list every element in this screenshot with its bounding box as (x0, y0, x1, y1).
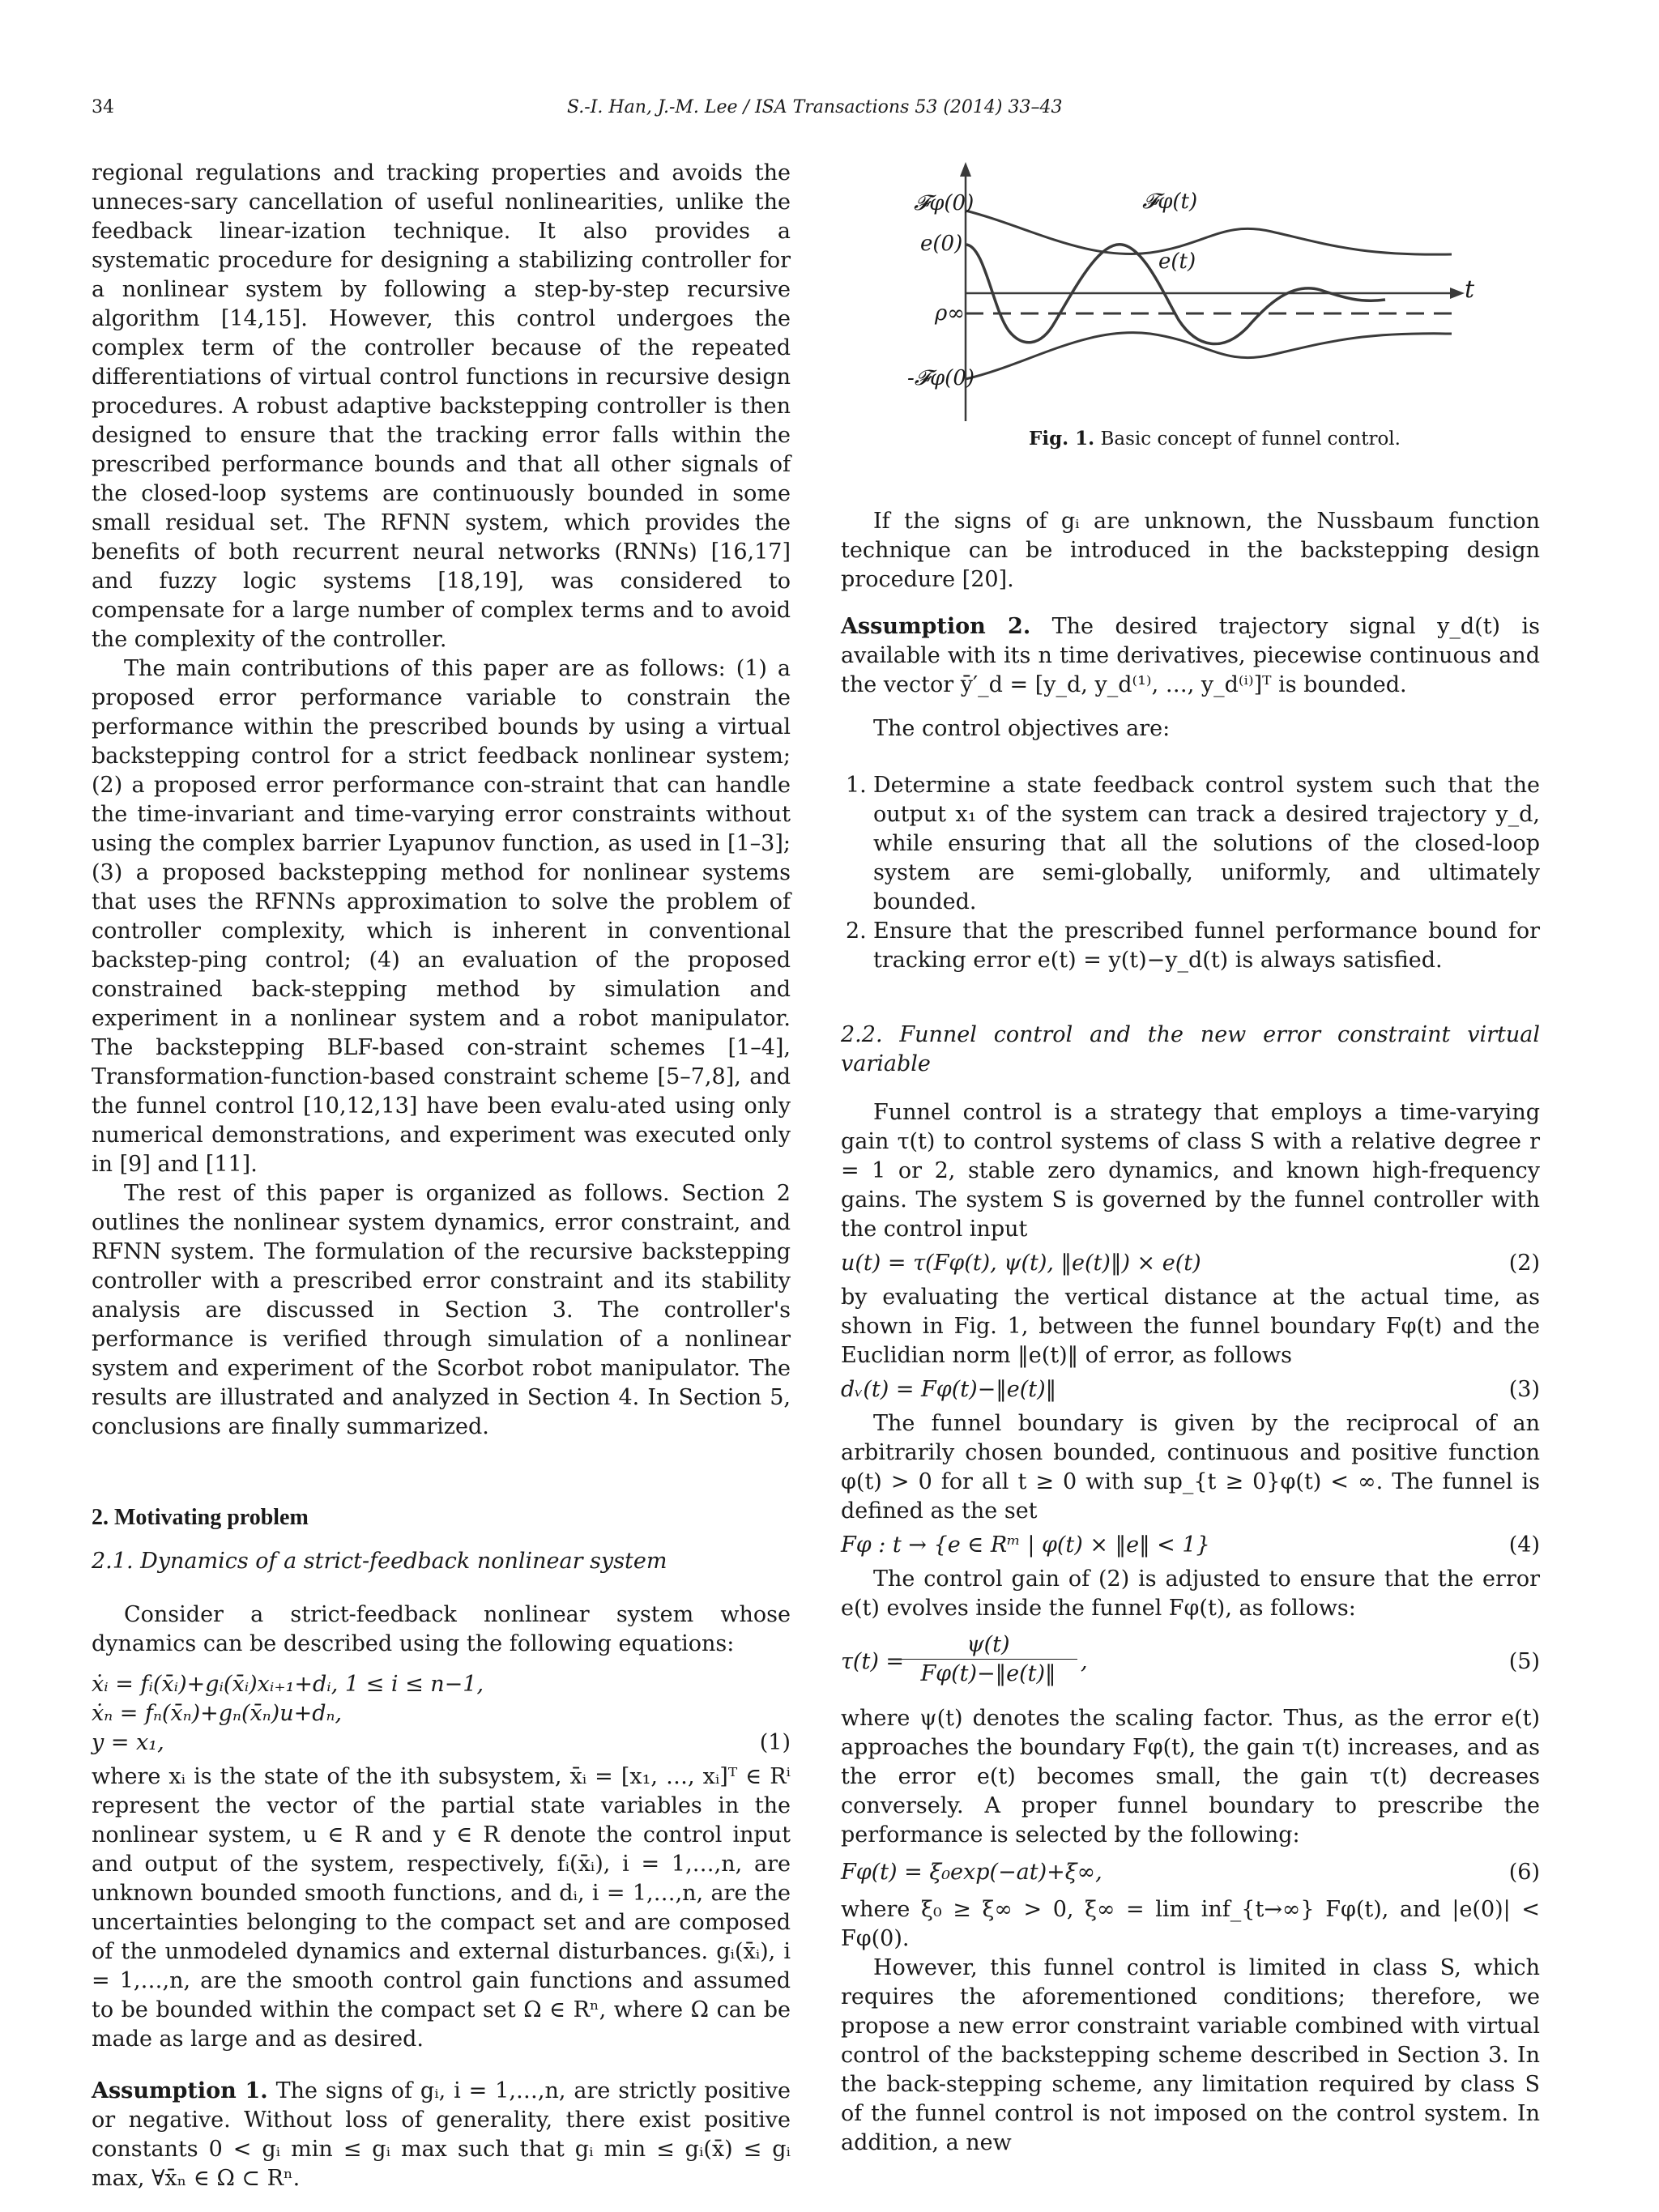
right-paragraph-5: The funnel boundary is given by the reciprocal of an arbitrarily chosen bounded, continuous and positive function φ(t) > 0 for all t ≥ 0 with sup_{t ≥ 0}φ(t) < ∞. The funnel is defined as the set (841, 1411, 1540, 1524)
equation-5-comma: , (1081, 1649, 1088, 1674)
section-2-2-title: 2.2. Funnel control and the new error constraint virtual variable (841, 1022, 1540, 1076)
left-paragraph-2: The main contributions of this paper are as follows: (1) a proposed error performance variable to constrain the performance within the prescribed bounds by using a virtual backstepping control for a strict feedback nonlinear system; (2) a proposed error performance con-straint that can handle the time-invariant and time-varying error constraints without using the complex barrier Lyapunov function, as used in [1–3]; (3) a proposed backstepping method for nonlinear systems that uses the RFNNs approximation to solve the problem of controller complexity, which is inherent in conventional backstep-ping control; (4) an evaluation of the proposed constrained back-stepping method by simulation and experiment in a nonlinear system and a robot manipulator. The backstepping BLF-based con-straint schemes [1–4], Transformation-function-based constraint scheme [5–7,8], and the funnel control [10,12,13] have been evalu-ated using only numerical demonstrations, and experiment was executed only in [9] and [11]. (92, 656, 791, 1177)
equation-6-number: (6) (1508, 1860, 1540, 1885)
left-column (92, 159, 791, 2193)
section-2-title: 2. Motivating problem (92, 1505, 309, 1530)
assumption-1-label: Assumption 1. (92, 2078, 268, 2103)
equation-1-line-3: y = x₁, (92, 1730, 164, 1755)
equation-5-denominator: Fφ(t)−‖e(t)‖ (920, 1661, 1056, 1686)
equation-6-body: Fφ(t) = ξ₀exp(−at)+ξ∞, (841, 1860, 1102, 1885)
left-paragraph-5: where xᵢ is the state of the ith subsystem, x̄ᵢ = [x₁, …, xᵢ]ᵀ ∈ Rⁱ represent the vector of the partial state variables in the nonlinear system, u ∈ R and y ∈ R denote the control input and output of the system, respectively, fᵢ(x̄ᵢ), i = 1,…,n, are unknown bounded smooth functions, and dᵢ, i = 1,…,n, are the uncertainties belonging to the compact set and are composed of the unmodeled dynamics and external disturbances. gᵢ(x̄ᵢ), i = 1,…,n, are the smooth control gain functions and assumed to be bounded within the compact set Ω ∈ Rⁿ, where Ω can be made as large and as desired. (92, 1764, 791, 2052)
right-paragraph-2: The control objectives are: (873, 716, 1171, 741)
objective-1: 1. Determine a state feedback control system such that the output x₁ of the system can track a desired trajectory y_d, while ensuring that all the solutions of the closed-loop system are semi-globally, uniformly, and ultimately bounded. (846, 773, 1540, 914)
equation-1-line-2: ẋₙ = fₙ(x̄ₙ)+gₙ(x̄ₙ)u+dₙ, (92, 1701, 343, 1726)
objective-2: 2. Ensure that the prescribed funnel performance bound for tracking error e(t) = y(t)−y_d(t) is always satisfied. (846, 918, 1540, 973)
equation-4 (841, 1531, 1540, 1560)
equation-6 (841, 1858, 1540, 1887)
figure-1-caption-label: Fig. 1. (1029, 428, 1095, 450)
assumption-2-label: Assumption 2. (841, 614, 1031, 639)
objective-1-text: Determine a state feedback control system such that the output x₁ of the system can track a desired trajectory y_d, while ensuring that all the solutions of the closed-loop system are semi-globally, uniformly, and ultimately bounded. (873, 773, 1540, 914)
right-paragraph-6: The control gain of (2) is adjusted to ensure that the error e(t) evolves inside the funnel Fφ(t), as follows: (841, 1566, 1540, 1621)
objectives-list (841, 771, 1540, 975)
equation-5-numerator: ψ(t) (899, 1631, 1077, 1660)
left-paragraph-1: regional regulations and tracking properties and avoids the unneces-sary cancellation of useful nonlinearities, unlike the feedback linear-ization technique. It also provides a systematic procedure for designing a stabilizing controller for a nonlinear system by following a step-by-step recursive algorithm [14,15]. However, this control undergoes the complex term of the controller because of the repeated differentiations of virtual control functions in recursive design procedures. A robust adaptive backstepping controller is then designed to ensure that the tracking error falls within the prescribed performance bounds and that all other signals of the closed-loop systems are continuously bounded in some small residual set. The RFNN system, which provides the benefits of both recurrent neural networks (RNNs) [16,17] and fuzzy logic systems [18,19], was considered to compensate for a large number of complex terms and to avoid the complexity of the controller. (92, 160, 791, 652)
figure-1-caption (1029, 428, 1401, 450)
label-rho-inf: ρ∞ (935, 301, 965, 326)
left-paragraph-3: The rest of this paper is organized as follows. Section 2 outlines the nonlinear system dynamics, error constraint, and RFNN system. The formulation of the recursive backstepping controller with a prescribed error constraint and its stability analysis are discussed in Section 3. The controller's performance is verified through simulation of a nonlinear system and experiment of the Scorbot robot manipulator. The results are illustrated and analyzed in Section 4. In Section 5, conclusions are finally summarized. (92, 1181, 791, 1439)
equation-2 (841, 1249, 1540, 1278)
assumption-1 (92, 2077, 791, 2193)
label-e-t: e(t) (1158, 249, 1196, 274)
right-paragraph-7: where ψ(t) denotes the scaling factor. Thus, as the error e(t) approaches the boundary Fφ(t), the gain τ(t) increases, and as the error e(t) becomes small, the gain τ(t) decreases conversely. A proper funnel boundary to prescribe the performance is selected by the following: (841, 1706, 1540, 1848)
equation-3 (841, 1375, 1540, 1404)
left-paragraph-4: Consider a strict-feedback nonlinear system whose dynamics can be described using the following equations: (92, 1602, 791, 1656)
equation-2-body: u(t) = τ(Fφ(t), ψ(t), ‖e(t)‖) × e(t) (841, 1251, 1201, 1276)
objective-2-text: Ensure that the prescribed funnel performance bound for tracking error e(t) = y(t)−y_d(t) is always satisfied. (873, 918, 1540, 973)
page-number: 34 (92, 97, 114, 117)
y-axis-arrow (960, 162, 971, 177)
label-e-0: e(0) (920, 232, 963, 256)
x-axis-arrow (1450, 288, 1465, 299)
equation-1-number: (1) (759, 1730, 791, 1755)
figure-1 (842, 154, 1555, 462)
section-2-1-title: 2.1. Dynamics of a strict-feedback nonlinear system (92, 1549, 667, 1574)
equation-5 (841, 1631, 1540, 1696)
assumption-2-text: The desired trajectory signal y_d(t) is available with its n time derivatives, piecewise continuous and the vector ȳ′_d = [y_d, y_d⁽¹⁾, …, y_d⁽ⁱ⁾]ᵀ is bounded. (841, 614, 1540, 697)
label-Fphi-t: 𝓕φ(t) (1142, 190, 1198, 214)
equation-1 (92, 1670, 791, 1758)
equation-2-number: (2) (1508, 1251, 1540, 1276)
equation-1-line-1: ẋᵢ = fᵢ(x̄ᵢ)+gᵢ(x̄ᵢ)xᵢ₊₁+dᵢ, 1 ≤ i ≤ n−1, (92, 1672, 484, 1697)
right-paragraph-3: Funnel control is a strategy that employs a time-varying gain τ(t) to control systems of class S with a relative degree r = 1 or 2, stable zero dynamics, and known high-frequency gains. The system S is governed by the funnel controller with the control input (841, 1100, 1540, 1242)
figure-1-caption-text: Basic concept of funnel control. (1094, 428, 1401, 450)
equation-3-body: dᵥ(t) = Fφ(t)−‖e(t)‖ (841, 1377, 1057, 1402)
assumption-2 (841, 612, 1540, 700)
label-neg-Fphi-0: -𝓕φ(0) (907, 366, 975, 390)
equation-5-lhs: τ(t) = (841, 1649, 905, 1674)
equation-4-number: (4) (1508, 1532, 1540, 1558)
label-t: t (1465, 275, 1475, 304)
right-paragraph-9: However, this funnel control is limited in class S, which requires the aforementioned conditions; therefore, we propose a new error constraint variable combined with virtual control of the backstepping scheme described in Section 3. In the back-stepping scheme, any limitation required by class S of the funnel control is not imposed on the control system. In addition, a new (841, 1955, 1540, 2155)
assumption-1-text: The signs of gᵢ, i = 1,…,n, are strictly positive or negative. Without loss of generality, there exist positive constants 0 < gᵢ min ≤ gᵢ max such that gᵢ min ≤ gᵢ(x̄) ≤ gᵢ max, ∀x̄ₙ ∈ Ω ⊂ Rⁿ. (92, 2078, 791, 2191)
right-paragraph-4: by evaluating the vertical distance at the actual time, as shown in Fig. 1, between the funnel boundary Fφ(t) and the Euclidian norm ‖e(t)‖ of error, as follows (841, 1285, 1540, 1368)
label-Fphi-0: 𝓕φ(0) (914, 191, 975, 215)
right-column (841, 507, 1540, 2158)
equation-3-number: (3) (1508, 1377, 1540, 1402)
running-title: S.-I. Han, J.-M. Lee / ISA Transactions 53 (2014) 33–43 (567, 97, 1063, 117)
right-paragraph-8: where ξ₀ ≥ ξ∞ > 0, ξ∞ = lim inf_{t→∞} Fφ(t), and |e(0)| < Fφ(0). (841, 1897, 1540, 1951)
right-paragraph-1: If the signs of gᵢ are unknown, the Nussbaum function technique can be introduced in the backstepping design procedure [20]. (841, 509, 1540, 592)
equation-5-number: (5) (1508, 1649, 1540, 1674)
equation-4-body: Fφ : t → {e ∈ Rᵐ | φ(t) × ‖e‖ < 1} (841, 1532, 1210, 1558)
upper-funnel-boundary (966, 211, 1452, 254)
